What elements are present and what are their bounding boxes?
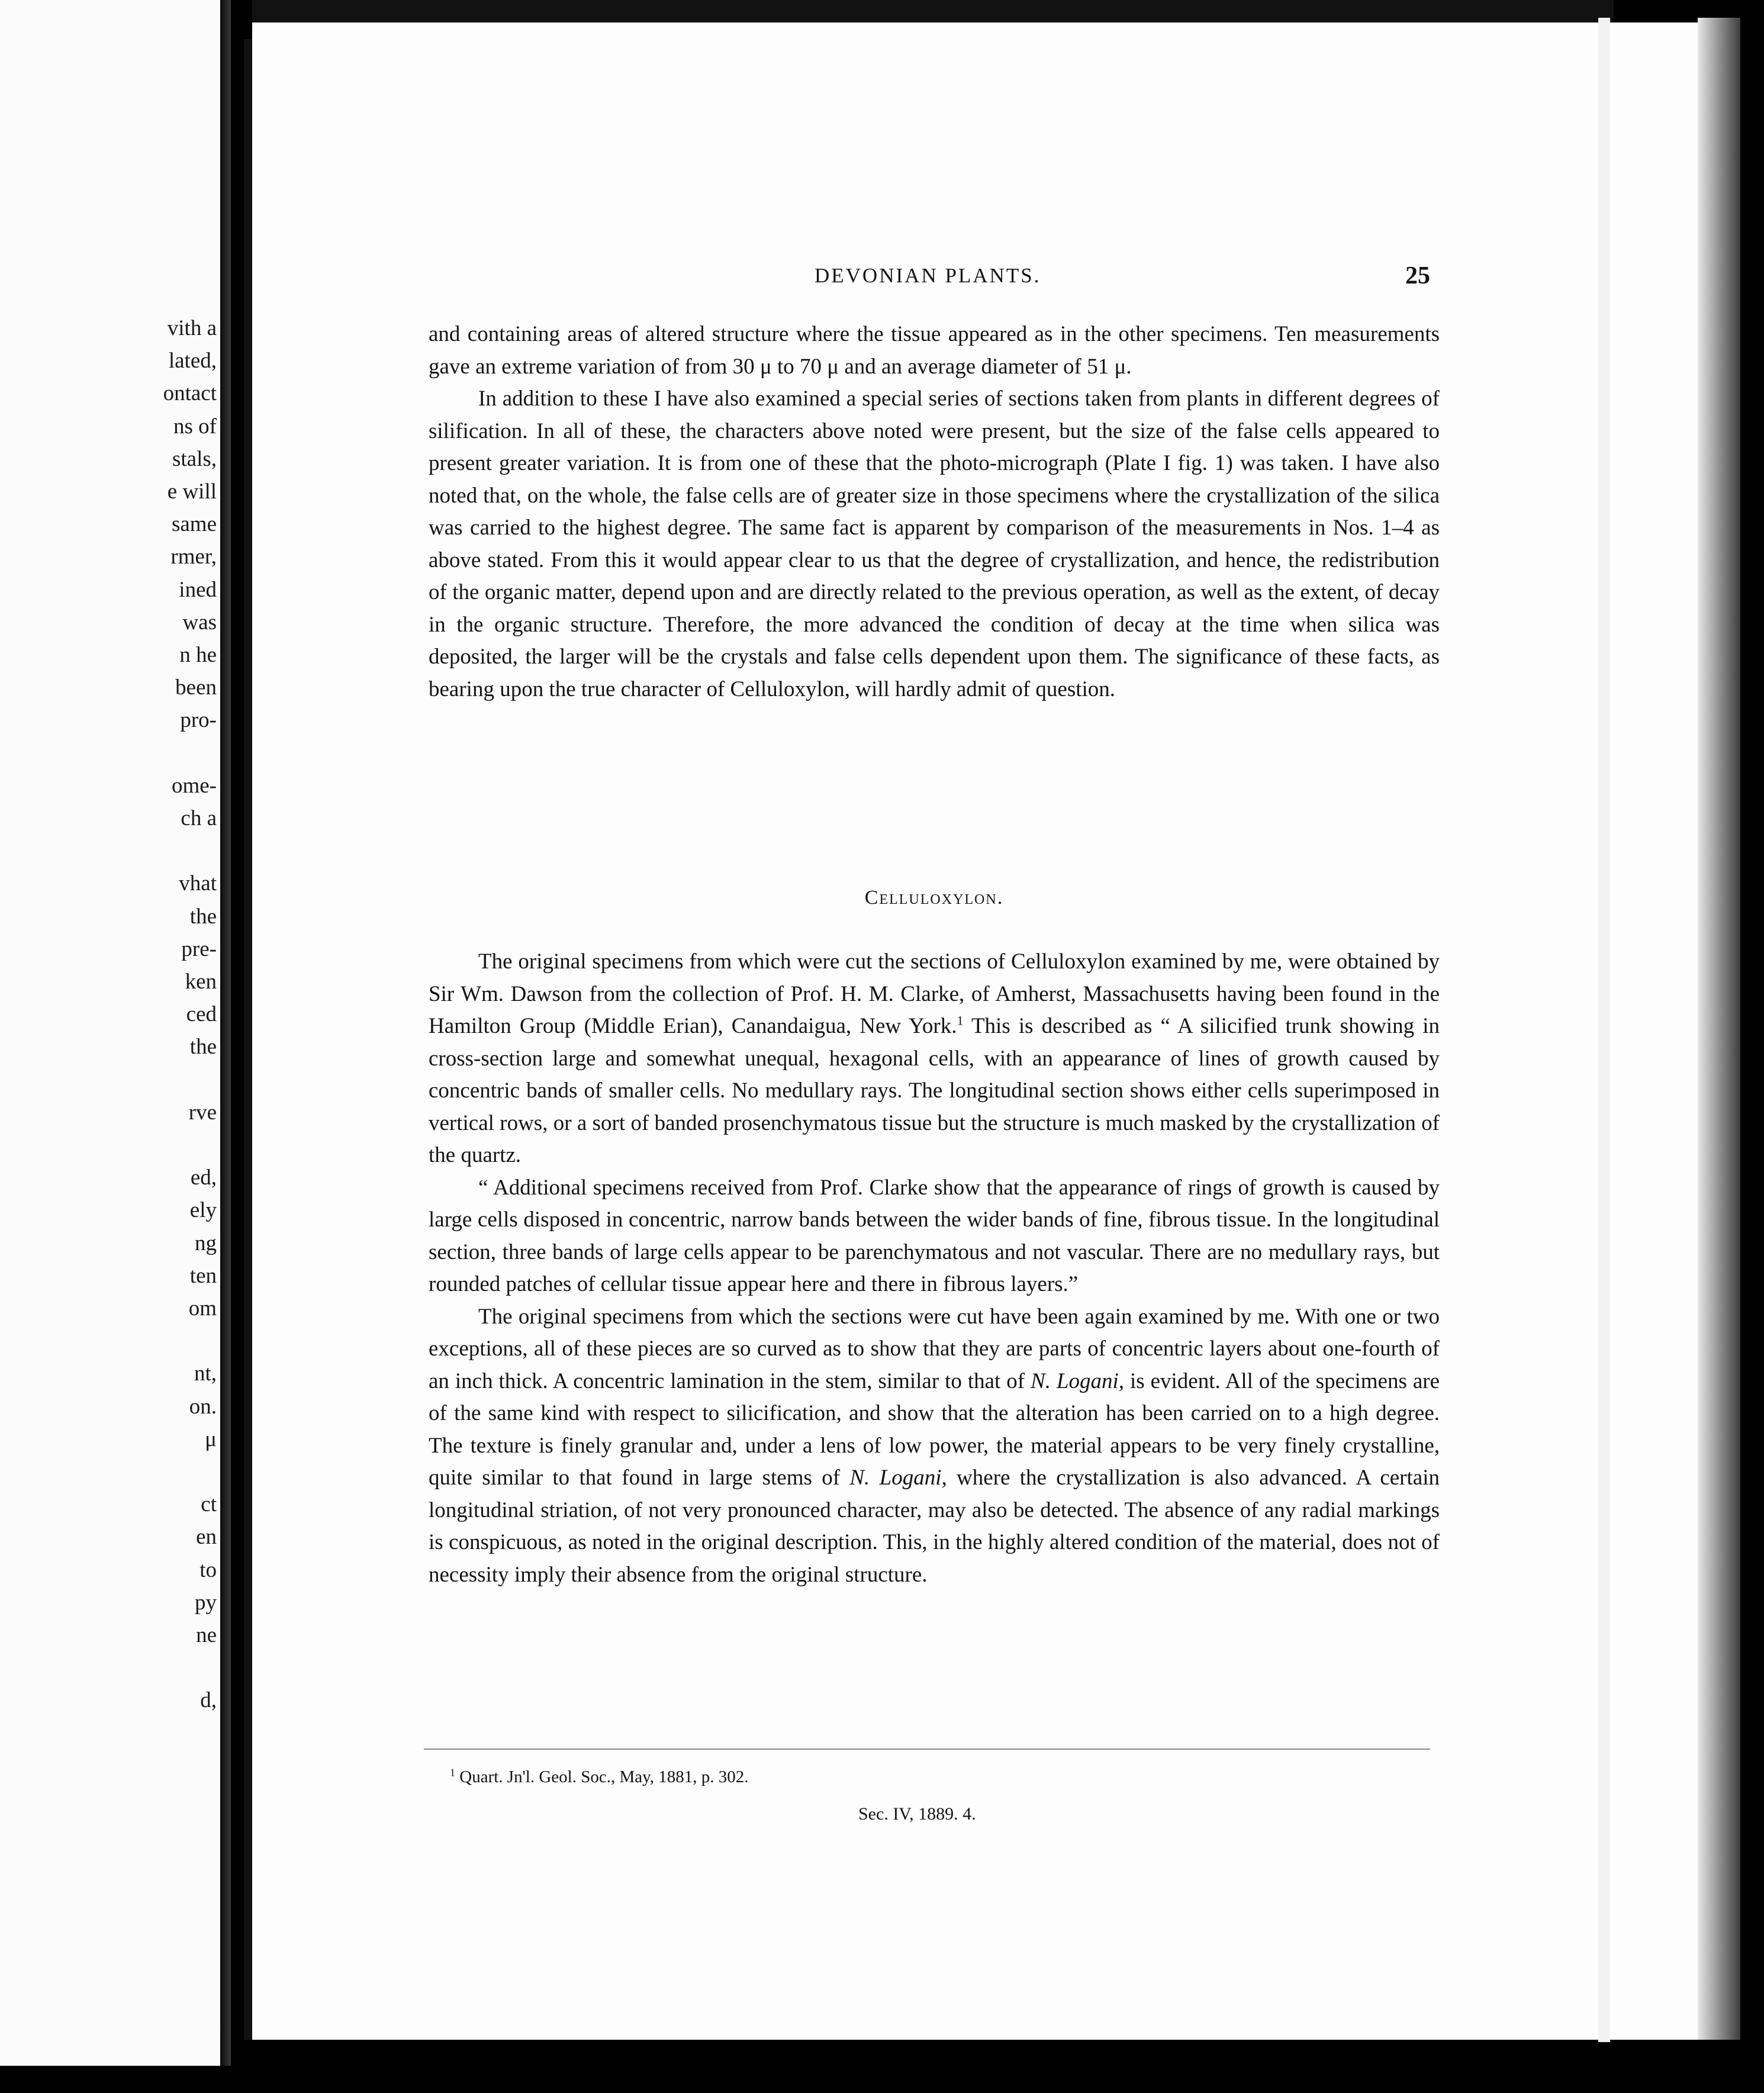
left-page-line-fragment: stals,: [172, 446, 217, 471]
left-page-line-fragment: lated,: [168, 349, 217, 373]
left-page-line-fragment: vhat: [179, 871, 217, 896]
left-page-line-fragment: ns of: [173, 414, 217, 439]
left-page-line-fragment: ng: [195, 1231, 217, 1255]
paragraph-text: The original specimens from which the sections were cut have been again examined by me. With one or two exceptions, all of these pieces are so curved as to show that they are parts of concentric layers about one-fourth of an inch thick. A concentric lamination in the stem, similar to that of: [429, 1304, 1440, 1393]
page-number: 25: [1405, 262, 1430, 289]
left-page-line-fragment: was: [182, 610, 217, 635]
footnote-mark: 1: [450, 1766, 455, 1779]
left-page-line-fragment: ct: [201, 1492, 217, 1517]
left-page-line-fragment: been: [175, 675, 217, 700]
left-page-line-fragment: ely: [189, 1198, 217, 1223]
left-page-line-fragment: vith a: [167, 316, 217, 340]
species-name: N. Logani,: [1031, 1368, 1125, 1393]
footnote: [450, 1767, 749, 1787]
left-page-line-fragment: ined: [179, 577, 217, 602]
paragraph: In addition to these I have also examined a special series of sections taken from plants in different degrees of silification. In all of these, the characters above noted were present, but the size of the false cells appeared to present greater variation. It is from one of these that the photo-micrograph (Plate I fig. 1) was taken. I have also noted that, on the whole, the false cells are of greater size in those specimens where the crystallization of the silica was carried to the highest degree. The same fact is apparent by comparison of the measurements in Nos. 1–4 as above stated. From this it would appear clear to us that the degree of crystallization, and hence, the redistribution of the organic matter, depend upon and are directly related to the previous operation, as well as the extent, of decay in the organic structure. Therefore, the more advanced the condition of decay at the time when silica was deposited, the larger will be the crystals and false cells dependent upon them. The significance of these facts, as bearing upon the true character of Celluloxylon, will hardly admit of question.: [429, 387, 1440, 701]
gutter-shadow: [220, 0, 231, 2066]
book-fore-edge: [1698, 18, 1740, 2040]
left-page-line-fragment: e will: [167, 479, 217, 504]
left-page-line-fragment: ed,: [190, 1165, 217, 1190]
scan-top-shadow: [252, 0, 1614, 24]
paragraph: [429, 946, 1440, 1172]
text-block-upper: [429, 318, 1440, 706]
left-page-line-fragment: ced: [186, 1002, 217, 1027]
left-page-line-fragment: the: [189, 904, 217, 929]
footnote-text: Quart. Jn'l. Geol. Soc., May, 1881, p. 302.: [455, 1767, 749, 1786]
left-page-edge: [0, 0, 220, 2066]
left-page-line-fragment: ome-: [171, 773, 217, 798]
section-heading: Celluloxylon.: [864, 887, 1004, 909]
paragraph-text: This is described as “ A silicified trunk showing in cross-section large and somewhat unequal, hexagonal cells, with an appearance of lines of growth caused by concentric bands of smaller cells. No medullary rays. The longitudinal section shows either cells superimposed in vertical rows, or a sort of banded prosenchymatous tissue but the structure is much masked by the crystallization of the quartz.: [429, 1014, 1440, 1167]
left-page-line-fragment: μ: [205, 1427, 217, 1451]
paragraph-text: where the crystallization is also advanced. A certain longitudinal striation, of not very pronounced character, may also be detected. The absence of any radial markings is conspicuous, as noted in the original description. This, in the highly altered condition of the material, does not of necessity imply their absence from the original structure.: [429, 1466, 1440, 1587]
left-page-line-fragment: on.: [189, 1394, 217, 1419]
page-stack-edge: [1598, 18, 1610, 2042]
left-page-line-fragment: en: [196, 1525, 217, 1550]
left-page-line-fragment: the: [189, 1035, 217, 1060]
footnote-reference: 1: [957, 1013, 964, 1028]
left-page-line-fragment: d,: [200, 1688, 217, 1713]
page-binding-edge: [244, 39, 252, 2040]
left-page-line-fragment: rve: [188, 1100, 217, 1125]
left-page-line-fragment: ontact: [163, 381, 217, 406]
left-page-line-fragment: py: [195, 1590, 217, 1615]
left-page-line-fragment: same: [171, 512, 217, 537]
signature-mark: Sec. IV, 1889. 4.: [858, 1804, 976, 1824]
paragraph: and containing areas of altered structure where the tissue appeared as in the other specimens. Ten measurements gave an extreme variation of from 30 μ to 70 μ and an average diameter of 51 μ.: [429, 322, 1440, 379]
left-page-line-fragment: to: [199, 1557, 217, 1582]
paragraph: “ Additional specimens received from Prof. Clarke show that the appearance of rings of growth is caused by large cells disposed in concentric, narrow bands between the wider bands of fine, fibrous tissue. In the longitudinal section, three bands of large cells appear to be parenchymatous and not vascular. There are no medullary rays, but rounded patches of cellular tissue appear here and there in fibrous layers.”: [429, 1175, 1440, 1296]
left-page-line-fragment: n he: [179, 643, 217, 667]
left-page-line-fragment: rmer,: [170, 545, 217, 569]
paragraph: [429, 1301, 1440, 1592]
left-page-line-fragment: pro-: [180, 708, 217, 733]
left-page-line-fragment: nt,: [194, 1361, 217, 1386]
running-head: DEVONIAN PLANTS.: [815, 264, 1041, 287]
left-page-line-fragment: pre-: [181, 936, 217, 961]
species-name: N. Logani,: [849, 1466, 947, 1490]
paragraph-text: The original specimens from which were cut the sections of Celluloxylon examined by me, were obtained by Sir Wm. Dawson from the collection of Prof. H. M. Clarke, of Amherst, Massachusetts having been found in the Hamilton Group (Middle Erian), Canandaigua, New York.: [429, 949, 1440, 1038]
left-page-line-fragment: ne: [196, 1623, 217, 1647]
left-page-line-fragment: ten: [189, 1263, 217, 1288]
footnote-rule: [424, 1749, 1430, 1750]
left-page-line-fragment: ch a: [181, 806, 217, 830]
left-page-line-fragment: ken: [185, 970, 217, 994]
paragraph-text: is evident. All of the specimens are of the same kind with respect to silicification, and show that the alteration has been carried on to a high degree. The texture is finely granular and, under a lens of low power, the material appears to be very finely crystalline, quite similar to that found in large stems of: [429, 1368, 1440, 1490]
left-page-line-fragment: om: [188, 1296, 217, 1321]
text-block-lower: [429, 946, 1440, 1591]
